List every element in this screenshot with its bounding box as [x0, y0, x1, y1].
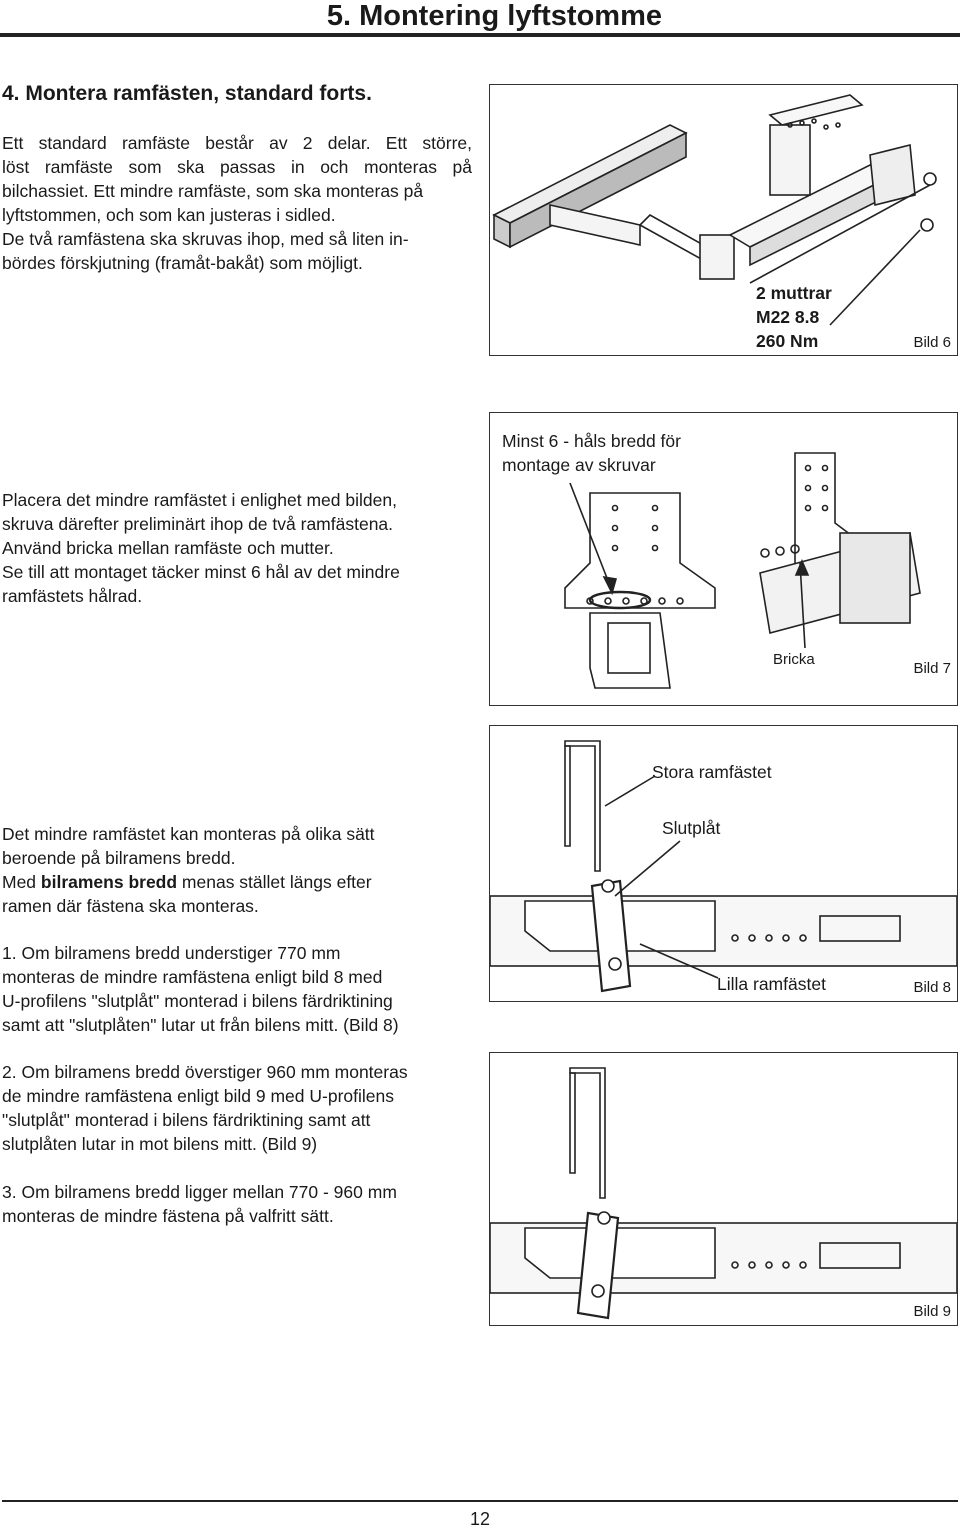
mindre-line: beroende på bilramens bredd.: [2, 848, 236, 868]
u-profile-inward-illustration: [490, 1053, 957, 1325]
case2-line: de mindre ramfästena enligt bild 9 med U-profilens: [2, 1086, 394, 1106]
placera-line: Se till att montaget täcker minst 6 hål av det mindre: [2, 562, 400, 582]
placera-line: ramfästets hålrad.: [2, 586, 143, 606]
fig7-label-line: montage av skruvar: [502, 455, 656, 475]
placera-line: skruva därefter preliminärt ihop de två ramfästena.: [2, 514, 394, 534]
case2-line: "slutplåt" monterad i bilens färdriktining samt att: [2, 1110, 371, 1130]
mindre-text: menas stället längs efter: [177, 872, 372, 892]
fig8-lilla-label: Lilla ramfästet: [717, 974, 826, 994]
intro-line: Ett standard ramfäste består av 2 delar. Ett större,: [2, 133, 472, 153]
figure-6: [489, 84, 958, 356]
case2-line: 2. Om bilramens bredd överstiger 960 mm monteras: [2, 1062, 408, 1082]
page-number: 12: [469, 1509, 491, 1529]
fig6-label-line: 260 Nm: [756, 331, 819, 351]
fig6-label: [756, 281, 832, 353]
fig6-label-line: M22 8.8: [756, 307, 820, 327]
fig6-label-line: 2 muttrar: [756, 283, 832, 303]
case3-paragraph: [2, 1180, 472, 1228]
case2-paragraph: [2, 1060, 472, 1156]
header-rule: [0, 33, 960, 37]
fig7-label-line: Minst 6 - håls bredd för: [502, 431, 681, 451]
case3-line: 3. Om bilramens bredd ligger mellan 770 - 960 mm: [2, 1182, 397, 1202]
placera-line: Använd bricka mellan ramfäste och mutter.: [2, 538, 334, 558]
intro-line: De två ramfästena ska skruvas ihop, med så liten in-: [2, 229, 409, 249]
fig7-bricka-label: Bricka: [773, 651, 815, 668]
intro-line: lyftstommen, och som kan justeras i sidled.: [2, 205, 336, 225]
figure-8: [489, 725, 958, 1002]
fig7-caption: Bild 7: [913, 660, 951, 677]
case3-line: monteras de mindre fästena på valfritt sätt.: [2, 1206, 334, 1226]
case2-line: slutplåten lutar in mot bilens mitt. (Bild 9): [2, 1134, 318, 1154]
mindre-line: [2, 870, 472, 894]
case1-line: samt att "slutplåten" lutar ut från bilens mitt. (Bild 8): [2, 1015, 399, 1035]
fig7-label: [502, 429, 681, 477]
intro-line: löst ramfäste som ska passas in och monteras på: [2, 157, 472, 177]
case1-paragraph: [2, 941, 472, 1037]
footer-rule: [2, 1500, 958, 1502]
mindre-bold: bilramens bredd: [40, 872, 178, 892]
mindre-text: Med: [2, 872, 41, 892]
case1-line: U-profilens "slutplåt" monterad i bilens färdriktining: [2, 991, 393, 1011]
fig8-caption: Bild 8: [913, 979, 951, 996]
mindre-line: ramen där fästena ska monteras.: [2, 896, 259, 916]
figure-7: [489, 412, 958, 706]
intro-line: bilchassiet. Ett mindre ramfäste, som ska monteras på: [2, 181, 424, 201]
mindre-line: Det mindre ramfästet kan monteras på olika sätt: [2, 824, 375, 844]
mindre-paragraph: [2, 822, 472, 918]
placera-line: Placera det mindre ramfästet i enlighet med bilden,: [2, 490, 397, 510]
fig8-stora-label: Stora ramfästet: [652, 762, 772, 782]
chapter-title: 5. Montering lyftstomme: [326, 0, 662, 32]
placera-paragraph: [2, 488, 472, 608]
intro-line: bördes förskjutning (framåt-bakåt) som möjligt.: [2, 253, 363, 273]
case1-line: monteras de mindre ramfästena enligt bild 8 med: [2, 967, 383, 987]
section-title: 4. Montera ramfästen, standard forts.: [2, 82, 372, 105]
figure-9: [489, 1052, 958, 1326]
case1-line: 1. Om bilramens bredd understiger 770 mm: [2, 943, 341, 963]
fig8-slutplat-label: Slutplåt: [662, 818, 721, 838]
fig9-caption: Bild 9: [913, 1303, 951, 1320]
intro-paragraph: [2, 131, 472, 275]
lift-frame-illustration: [490, 85, 957, 355]
fig6-caption: Bild 6: [913, 334, 951, 351]
